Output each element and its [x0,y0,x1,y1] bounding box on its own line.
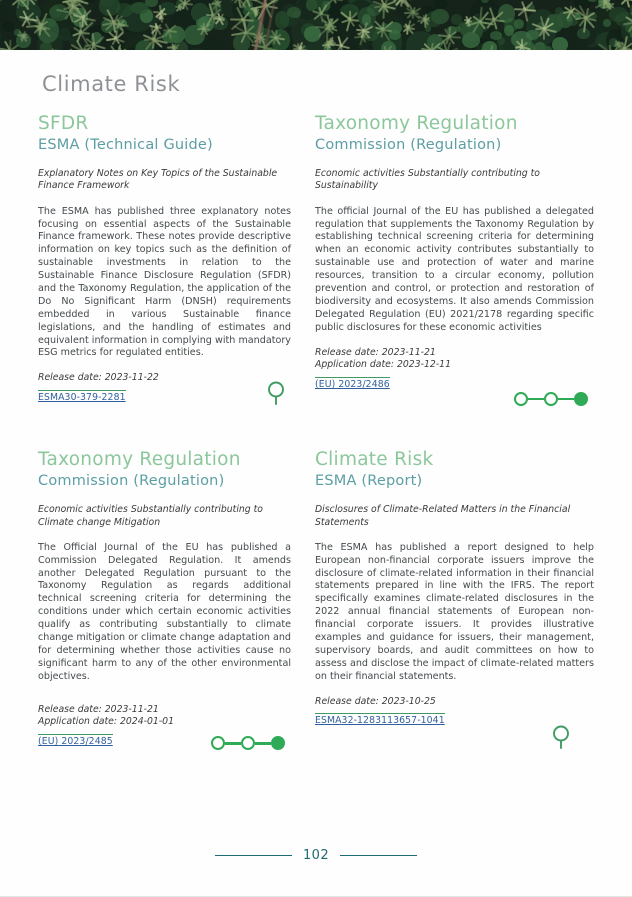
step-dot-1 [211,736,225,750]
release-date-value: 2023-11-22 [104,372,159,384]
step-dot-2 [544,392,558,406]
release-date-line [315,347,594,360]
step-dot-3 [271,736,285,750]
step-connector-2 [255,742,271,745]
application-date-label: Application date: [38,716,117,728]
card-subtitle: ESMA (Technical Guide) [38,136,213,153]
step-dot-3 [574,392,588,406]
card-grid [38,114,594,752]
card-sfdr [38,114,291,408]
progress-steps-icon [211,736,285,750]
release-date-line [38,704,291,717]
card-tagline: Economic activities Substantially contributing to Climate change Mitigation [38,504,263,528]
card-tagline: Disclosures of Climate-Related Matters in the Financial Statements [315,504,571,528]
footer-rule-left [215,855,292,857]
forest-banner-image [0,0,632,50]
step-connector-1 [528,398,544,401]
card-meta [38,372,291,404]
footer-rule-right [340,855,417,857]
release-date-label: Release date: [315,695,379,707]
release-date-value: 2023-10-25 [381,695,436,707]
card-tagline: Explanatory Notes on Key Topics of the Sustainable Finance Framework [38,168,278,192]
release-date-label: Release date: [38,703,102,715]
page-content [0,72,632,752]
release-date-value: 2023-11-21 [381,346,436,358]
application-date-line [315,359,594,372]
card-subtitle: Commission (Regulation) [38,472,225,489]
page-footer [0,848,632,863]
card-body: The ESMA has published three explanatory notes focusing on essential aspects of the Sustainable Finance framework. These notes provide descriptive information on key topics such as the definition of sustainable investments in relation to the Sustainable Finance Disclosure Regulation (SFDR) and the Taxonomy Regulation, the application of the Do No Significant Harm (DNSH) requirements embedded in various Sustainable finance legislations, and the handling of estimates and equivalent information in complying with mandatory ESG metrics for regulated entities. [38,205,291,359]
card-body: The official Journal of the EU has published a delegated regulation that supplements the Taxonomy Regulation by establishing technical screening criteria for determining when an economic activity contributes substantially to sustainable use and protection of water and marine resources, transition to a circular economy, pollution prevention and control, or protection and restoration of biodiversity and ecosystems. It also amends Commission Delegated Regulation (EU) 2021/2178 regarding specific public disclosures for these economic activities [315,205,594,333]
card-title: Taxonomy Regulation [38,449,241,471]
document-link[interactable]: ESMA32-1283113657-1041 [315,715,445,727]
release-date-line [38,372,291,385]
card-subtitle: Commission (Regulation) [315,136,502,153]
card-taxonomy-climate-mitigation [38,450,291,752]
release-date-line [315,696,594,709]
card-title: SFDR [38,113,89,134]
sprout-icon [265,380,287,406]
release-date-label: Release date: [38,372,102,384]
progress-steps-icon [514,392,588,406]
step-dot-1 [514,392,528,406]
card-subtitle: ESMA (Report) [315,472,423,489]
step-dot-2 [241,736,255,750]
card-title: Climate Risk [315,449,434,471]
page-title: Climate Risk [42,72,181,96]
sprout-icon [550,724,572,750]
application-date-value: 2024-01-01 [119,716,174,728]
card-title: Taxonomy Regulation [315,113,518,134]
banner-foliage [0,0,632,50]
step-connector-1 [225,742,241,745]
release-date-value: 2023-11-21 [104,703,159,715]
card-taxonomy-sustainability [315,114,594,408]
card-climate-risk-report [315,450,594,752]
application-date-line [38,716,291,729]
page-number: 102 [302,848,329,863]
document-link[interactable]: ESMA30-379-2281 [38,392,126,404]
card-meta [315,347,594,392]
release-date-label: Release date: [315,346,379,358]
application-date-value: 2023-12-11 [396,359,451,371]
card-tagline: Economic activities Substantially contributing to Sustainability [315,168,540,192]
step-connector-2 [558,398,574,401]
card-body: The ESMA has published a report designed to help European non-financial corporate issuers improve the disclosure of climate-related information in their financial statements prepared in line with the IFRS. The report specifically examines climate-related disclosures in the 2022 annual financial statements of European non-financial corporate issuers. It provides illustrative examples and guidance for issuers, their management, supervisory boards, and audit committees on how to assess and disclose the impact of climate-related matters on their financial statements. [315,541,594,682]
document-link[interactable]: (EU) 2023/2485 [38,736,113,748]
application-date-label: Application date: [315,359,394,371]
card-body: The Official Journal of the EU has published a Commission Delegated Regulation. It amends another Delegated Regulation pursuant to the Taxonomy Regulation as regards additional technical screening criteria for determining the conditions under which certain economic activities qualify as contributing substantially to climate change mitigation or climate change adaptation and for determining whether those activities cause no significant harm to any of the other environmental objectives. [38,541,292,682]
card-meta [315,696,594,728]
document-link[interactable]: (EU) 2023/2486 [315,379,390,391]
